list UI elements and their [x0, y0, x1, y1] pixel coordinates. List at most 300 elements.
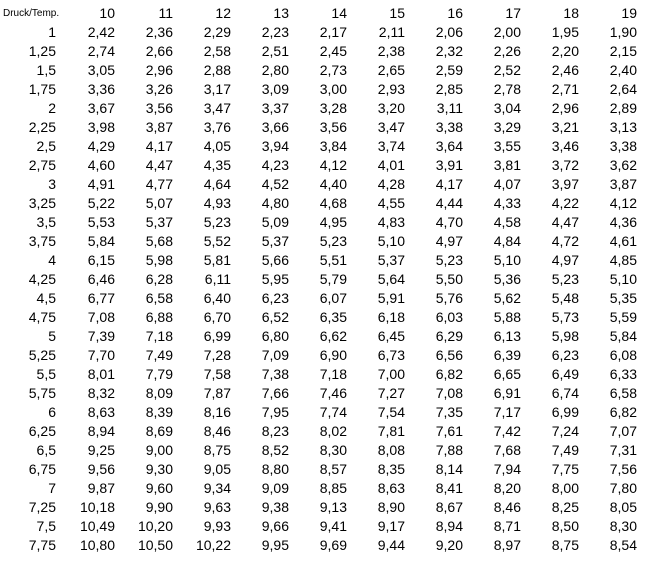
- table-cell: 6,29: [435, 328, 463, 344]
- table-cell: 3,04: [493, 100, 521, 116]
- table-cell: 2,59: [435, 62, 463, 78]
- table-cell: 9,87: [87, 480, 115, 496]
- table-cell: 6,08: [609, 347, 637, 363]
- table-cell: 3,74: [377, 138, 405, 154]
- row-label: 4,25: [28, 271, 56, 287]
- table-cell: 8,80: [261, 461, 289, 477]
- row-label: 1,75: [28, 81, 56, 97]
- table-cell: 7,95: [261, 404, 289, 420]
- row-label: 1,25: [28, 43, 56, 59]
- table-row: [0, 213, 640, 232]
- table-cell: 3,84: [319, 138, 347, 154]
- table-cell: 2,51: [261, 43, 289, 59]
- table-cell: 3,66: [261, 119, 289, 135]
- table-cell: 9,20: [435, 537, 463, 553]
- table-cell: 9,34: [203, 480, 231, 496]
- table-cell: 4,01: [377, 157, 405, 173]
- table-cell: 2,96: [145, 62, 173, 78]
- table-cell: 4,77: [145, 176, 173, 192]
- table-cell: 3,72: [551, 157, 579, 173]
- table-cell: 7,56: [609, 461, 637, 477]
- table-cell: 9,66: [261, 518, 289, 534]
- table-cell: 8,35: [377, 461, 405, 477]
- table-cell: 6,33: [609, 366, 637, 382]
- table-cell: 3,38: [609, 138, 637, 154]
- table-cell: 4,70: [435, 214, 463, 230]
- table-cell: 9,25: [87, 442, 115, 458]
- table-cell: 3,09: [261, 81, 289, 97]
- row-label: 5,5: [36, 366, 56, 382]
- table-cell: 5,10: [493, 252, 521, 268]
- table-cell: 7,54: [377, 404, 405, 420]
- table-row: [0, 99, 640, 118]
- table-cell: 3,76: [203, 119, 231, 135]
- row-label: 3,25: [28, 195, 56, 211]
- table-cell: 5,98: [145, 252, 173, 268]
- table-cell: 4,72: [551, 233, 579, 249]
- table-cell: 6,74: [551, 385, 579, 401]
- table-cell: 6,11: [204, 271, 231, 287]
- table-cell: 8,75: [551, 537, 579, 553]
- table-cell: 5,79: [319, 271, 347, 287]
- table-cell: 5,98: [551, 328, 579, 344]
- table-cell: 3,94: [261, 138, 289, 154]
- table-cell: 6,15: [87, 252, 115, 268]
- table-cell: 5,23: [551, 271, 579, 287]
- row-label: 4,5: [36, 290, 56, 306]
- table-cell: 7,80: [609, 480, 637, 496]
- table-cell: 7,61: [435, 423, 463, 439]
- table-cell: 4,97: [551, 252, 579, 268]
- table-cell: 9,63: [203, 499, 231, 515]
- table-row: [0, 118, 640, 137]
- table-cell: 8,41: [435, 480, 463, 496]
- table-cell: 4,80: [261, 195, 289, 211]
- table-cell: 5,95: [261, 271, 289, 287]
- table-cell: 3,29: [493, 119, 521, 135]
- table-cell: 1,95: [551, 24, 579, 40]
- table-cell: 4,55: [377, 195, 405, 211]
- table-cell: 5,48: [551, 290, 579, 306]
- table-cell: 6,35: [319, 309, 347, 325]
- row-label: 3: [48, 176, 56, 192]
- table-cell: 4,47: [551, 214, 579, 230]
- table-row: [0, 308, 640, 327]
- table-cell: 4,05: [203, 138, 231, 154]
- table-cell: 6,40: [203, 290, 231, 306]
- table-cell: 4,95: [319, 214, 347, 230]
- table-row: [0, 365, 640, 384]
- table-cell: 9,05: [203, 461, 231, 477]
- row-label: 1: [48, 24, 56, 40]
- table-cell: 8,05: [609, 499, 637, 515]
- table-cell: 7,00: [377, 366, 405, 382]
- table-row: [0, 270, 640, 289]
- table-cell: 4,36: [609, 214, 637, 230]
- table-row: [0, 536, 640, 555]
- table-cell: 2,80: [261, 62, 289, 78]
- table-cell: 7,46: [319, 385, 347, 401]
- table-cell: 4,93: [203, 195, 231, 211]
- table-cell: 8,23: [261, 423, 289, 439]
- table-cell: 3,81: [493, 157, 521, 173]
- table-cell: 9,95: [261, 537, 289, 553]
- table-row: [0, 156, 640, 175]
- table-cell: 3,28: [319, 100, 347, 116]
- table-cell: 9,69: [319, 537, 347, 553]
- table-cell: 2,96: [551, 100, 579, 116]
- table-cell: 5,23: [435, 252, 463, 268]
- table-cell: 6,88: [145, 309, 173, 325]
- table-cell: 8,63: [87, 404, 115, 420]
- table-cell: 6,82: [435, 366, 463, 382]
- table-cell: 10,49: [79, 518, 115, 534]
- row-label: 6,75: [28, 461, 56, 477]
- table-cell: 4,91: [87, 176, 115, 192]
- table-cell: 5,10: [609, 271, 637, 287]
- table-cell: 7,24: [551, 423, 579, 439]
- table-cell: 4,52: [261, 176, 289, 192]
- table-cell: 8,94: [435, 518, 463, 534]
- table-cell: 5,23: [203, 214, 231, 230]
- table-cell: 6,18: [377, 309, 405, 325]
- column-header: 11: [158, 5, 173, 21]
- table-cell: 3,62: [609, 157, 637, 173]
- table-cell: 2,74: [87, 43, 115, 59]
- table-cell: 5,37: [145, 214, 173, 230]
- table-cell: 2,15: [609, 43, 637, 59]
- row-label: 5,25: [28, 347, 56, 363]
- table-cell: 10,80: [79, 537, 115, 553]
- table-cell: 7,81: [377, 423, 405, 439]
- table-cell: 2,66: [145, 43, 173, 59]
- row-label: 3,5: [36, 214, 56, 230]
- table-cell: 5,84: [87, 233, 115, 249]
- table-cell: 5,53: [87, 214, 115, 230]
- table-cell: 6,99: [203, 328, 231, 344]
- table-row: [0, 289, 640, 308]
- column-header: 17: [505, 5, 521, 21]
- table-cell: 2,78: [493, 81, 521, 97]
- table-cell: 4,44: [435, 195, 463, 211]
- table-cell: 7,17: [493, 404, 521, 420]
- row-label: 2: [48, 100, 56, 116]
- header-row: [0, 4, 640, 23]
- table-cell: 2,32: [435, 43, 463, 59]
- table-cell: 9,60: [145, 480, 173, 496]
- table-cell: 1,90: [609, 24, 637, 40]
- table-cell: 4,33: [493, 195, 521, 211]
- table-cell: 6,70: [203, 309, 231, 325]
- table-cell: 9,13: [319, 499, 347, 515]
- table-cell: 6,28: [145, 271, 173, 287]
- table-cell: 3,46: [551, 138, 579, 154]
- table-cell: 7,07: [609, 423, 637, 439]
- table-cell: 2,89: [609, 100, 637, 116]
- table-row: [0, 403, 640, 422]
- table-cell: 4,17: [435, 176, 463, 192]
- table-cell: 2,38: [377, 43, 405, 59]
- table-cell: 9,44: [377, 537, 405, 553]
- table-cell: 3,00: [319, 81, 347, 97]
- table-cell: 8,90: [377, 499, 405, 515]
- table-cell: 2,06: [435, 24, 463, 40]
- row-label: 2,5: [36, 138, 56, 154]
- table-cell: 5,76: [435, 290, 463, 306]
- table-cell: 6,49: [551, 366, 579, 382]
- table-cell: 5,23: [319, 233, 347, 249]
- table-cell: 5,73: [551, 309, 579, 325]
- table-row: [0, 194, 640, 213]
- table-cell: 3,38: [435, 119, 463, 135]
- table-cell: 5,59: [609, 309, 637, 325]
- table-cell: 3,47: [203, 100, 231, 116]
- table-cell: 6,46: [87, 271, 115, 287]
- table-cell: 2,58: [203, 43, 231, 59]
- table-cell: 8,30: [609, 518, 637, 534]
- table-cell: 2,29: [203, 24, 231, 40]
- table-cell: 5,07: [145, 195, 173, 211]
- table-cell: 3,11: [436, 100, 463, 116]
- row-label: 7,5: [36, 518, 56, 534]
- table-cell: 7,94: [493, 461, 521, 477]
- table-row: [0, 23, 640, 42]
- table-row: [0, 498, 640, 517]
- table-cell: 2,65: [377, 62, 405, 78]
- table-cell: 8,85: [319, 480, 347, 496]
- table-cell: 5,81: [203, 252, 231, 268]
- table-row: [0, 384, 640, 403]
- table-cell: 2,71: [551, 81, 579, 97]
- table-row: [0, 251, 640, 270]
- table-cell: 7,58: [203, 366, 231, 382]
- corner-label: Druck/Temp.: [3, 8, 60, 19]
- row-label: 5: [48, 328, 56, 344]
- table-cell: 9,00: [145, 442, 173, 458]
- table-cell: 9,17: [377, 518, 405, 534]
- table-cell: 7,88: [435, 442, 463, 458]
- table-cell: 2,88: [203, 62, 231, 78]
- table-cell: 3,05: [87, 62, 115, 78]
- column-header: 18: [563, 5, 579, 21]
- table-cell: 8,57: [319, 461, 347, 477]
- table-cell: 3,47: [377, 119, 405, 135]
- table-cell: 5,37: [377, 252, 405, 268]
- table-cell: 3,91: [435, 157, 463, 173]
- table-cell: 4,61: [609, 233, 637, 249]
- table-row: [0, 61, 640, 80]
- table-row: [0, 80, 640, 99]
- table-cell: 9,38: [261, 499, 289, 515]
- table-cell: 7,08: [435, 385, 463, 401]
- table-cell: 4,35: [203, 157, 231, 173]
- row-label: 7,25: [28, 499, 56, 515]
- table-cell: 6,58: [609, 385, 637, 401]
- table-cell: 6,62: [319, 328, 347, 344]
- table-cell: 9,90: [145, 499, 173, 515]
- column-header: 13: [273, 5, 289, 21]
- table-cell: 6,13: [493, 328, 521, 344]
- table-cell: 6,45: [377, 328, 405, 344]
- table-cell: 5,22: [87, 195, 115, 211]
- table-cell: 2,64: [609, 81, 637, 97]
- table-cell: 2,23: [261, 24, 289, 40]
- table-row: [0, 517, 640, 536]
- table-cell: 9,93: [203, 518, 231, 534]
- table-cell: 7,70: [87, 347, 115, 363]
- row-label: 4,75: [28, 309, 56, 325]
- table-cell: 8,01: [87, 366, 115, 382]
- table-cell: 9,30: [145, 461, 173, 477]
- table-cell: 7,68: [493, 442, 521, 458]
- table-cell: 7,08: [87, 309, 115, 325]
- table-cell: 7,18: [319, 366, 347, 382]
- table-cell: 4,28: [377, 176, 405, 192]
- table-cell: 6,07: [319, 290, 347, 306]
- table-cell: 5,52: [203, 233, 231, 249]
- table-cell: 2,11: [378, 24, 405, 40]
- table-body: [0, 23, 640, 555]
- table-row: [0, 422, 640, 441]
- row-label: 7: [48, 480, 56, 496]
- table-cell: 8,09: [145, 385, 173, 401]
- row-label: 1,5: [36, 62, 56, 78]
- table-cell: 10,50: [137, 537, 173, 553]
- table-cell: 8,25: [551, 499, 579, 515]
- table-cell: 3,17: [203, 81, 231, 97]
- table-cell: 7,79: [145, 366, 173, 382]
- table-cell: 5,88: [493, 309, 521, 325]
- table-cell: 2,17: [319, 24, 347, 40]
- table-cell: 8,97: [493, 537, 521, 553]
- table-cell: 8,46: [203, 423, 231, 439]
- table-cell: 3,98: [87, 119, 115, 135]
- pressure-temperature-table: [0, 4, 640, 555]
- table-cell: 7,49: [551, 442, 579, 458]
- table-cell: 4,17: [145, 138, 173, 154]
- row-label: 5,75: [28, 385, 56, 401]
- row-label: 7,75: [28, 537, 56, 553]
- row-label: 2,75: [28, 157, 56, 173]
- table-cell: 8,08: [377, 442, 405, 458]
- table-cell: 6,73: [377, 347, 405, 363]
- table-cell: 6,56: [435, 347, 463, 363]
- row-label: 2,25: [28, 119, 56, 135]
- table-cell: 10,18: [79, 499, 115, 515]
- table-cell: 2,73: [319, 62, 347, 78]
- row-label: 3,75: [28, 233, 56, 249]
- table-cell: 7,39: [87, 328, 115, 344]
- table-row: [0, 479, 640, 498]
- table-cell: 5,09: [261, 214, 289, 230]
- table-cell: 2,46: [551, 62, 579, 78]
- column-header: 15: [389, 5, 405, 21]
- table-cell: 8,54: [609, 537, 637, 553]
- table-row: [0, 460, 640, 479]
- table-cell: 2,40: [609, 62, 637, 78]
- table-row: [0, 175, 640, 194]
- table-row: [0, 327, 640, 346]
- table-cell: 5,68: [145, 233, 173, 249]
- table-cell: 2,36: [145, 24, 173, 40]
- table-cell: 6,90: [319, 347, 347, 363]
- table-cell: 4,07: [493, 176, 521, 192]
- table-cell: 8,16: [203, 404, 231, 420]
- table-row: [0, 346, 640, 365]
- table-cell: 8,63: [377, 480, 405, 496]
- table-cell: 5,35: [609, 290, 637, 306]
- table-cell: 6,99: [551, 404, 579, 420]
- table-cell: 7,38: [261, 366, 289, 382]
- table-cell: 4,84: [493, 233, 521, 249]
- table-cell: 6,39: [493, 347, 521, 363]
- table-cell: 5,10: [377, 233, 405, 249]
- table-cell: 5,50: [435, 271, 463, 287]
- table-cell: 3,26: [145, 81, 173, 97]
- table-cell: 4,85: [609, 252, 637, 268]
- table-cell: 2,00: [493, 24, 521, 40]
- table-cell: 5,66: [261, 252, 289, 268]
- table-cell: 2,85: [435, 81, 463, 97]
- table-cell: 3,64: [435, 138, 463, 154]
- table-cell: 8,52: [261, 442, 289, 458]
- table-cell: 2,52: [493, 62, 521, 78]
- table-cell: 6,91: [493, 385, 521, 401]
- table-cell: 8,46: [493, 499, 521, 515]
- table-cell: 5,51: [319, 252, 347, 268]
- column-header: 10: [99, 5, 115, 21]
- table-cell: 7,09: [261, 347, 289, 363]
- table-cell: 6,23: [551, 347, 579, 363]
- table-cell: 6,58: [145, 290, 173, 306]
- table-cell: 9,56: [87, 461, 115, 477]
- table-cell: 3,56: [319, 119, 347, 135]
- table-row: [0, 232, 640, 251]
- table-cell: 4,40: [319, 176, 347, 192]
- table-cell: 8,50: [551, 518, 579, 534]
- table-cell: 4,12: [609, 195, 637, 211]
- table-cell: 4,58: [493, 214, 521, 230]
- table-cell: 10,22: [195, 537, 231, 553]
- table-cell: 7,87: [203, 385, 231, 401]
- table-cell: 2,20: [551, 43, 579, 59]
- table-cell: 8,69: [145, 423, 173, 439]
- table-cell: 8,32: [87, 385, 115, 401]
- table-cell: 9,09: [261, 480, 289, 496]
- table-cell: 5,91: [377, 290, 405, 306]
- table-cell: 6,23: [261, 290, 289, 306]
- table-cell: 7,74: [319, 404, 347, 420]
- table-cell: 8,02: [319, 423, 347, 439]
- row-label: 4: [48, 252, 56, 268]
- table-cell: 3,87: [145, 119, 173, 135]
- table-row: [0, 137, 640, 156]
- table-cell: 7,42: [493, 423, 521, 439]
- table-cell: 9,41: [319, 518, 347, 534]
- column-header: 16: [447, 5, 463, 21]
- table-cell: 7,31: [609, 442, 637, 458]
- table-cell: 4,29: [87, 138, 115, 154]
- table-cell: 3,36: [87, 81, 115, 97]
- table-cell: 2,93: [377, 81, 405, 97]
- table-cell: 5,62: [493, 290, 521, 306]
- column-header: 19: [621, 5, 637, 21]
- table-cell: 5,84: [609, 328, 637, 344]
- table-cell: 7,35: [435, 404, 463, 420]
- table-cell: 7,49: [145, 347, 173, 363]
- table-cell: 8,14: [435, 461, 463, 477]
- table-cell: 4,97: [435, 233, 463, 249]
